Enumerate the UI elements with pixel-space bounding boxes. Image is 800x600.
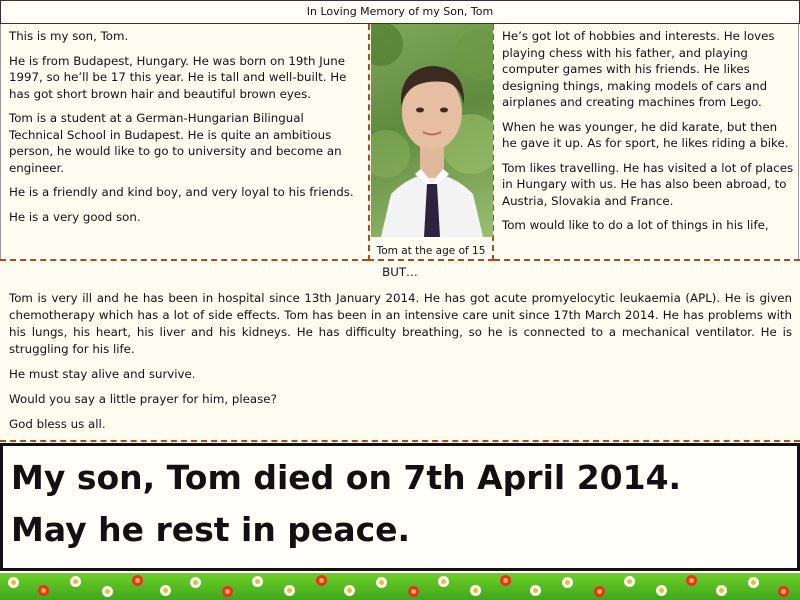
wishes-paragraph: Tom would like to do a lot of things in his life, [502, 218, 769, 232]
memorial-box [0, 443, 800, 571]
flower-icon [38, 585, 49, 596]
portrait-photo [371, 24, 493, 237]
flower-icon [438, 576, 449, 587]
flower-icon [344, 585, 355, 596]
illness-paragraph: Tom is very ill and he has been in hospital since 13th January 2014. He has got acute promyelocytic leukaemia (APL). He is given chemotherapy which has a lot of side effects. Tom has been in an intensive care unit since 17th March 2014. He has problems with his lungs, his heart, his liver and his kidneys. He has difficulty breathing, so he is connected to a mechanical ventilator. He is struggling for his life. [9, 291, 792, 356]
left-text-column [0, 24, 368, 261]
but-divider-text: BUT… [382, 265, 418, 279]
right-text-column [494, 24, 800, 261]
flower-icon [102, 586, 113, 597]
flower-icon [132, 575, 143, 586]
intro-paragraph: This is my son, Tom. [9, 29, 129, 43]
photo-frame [368, 24, 494, 261]
hobbies-paragraph: He’s got lot of hobbies and interests. He loves playing chess with his father, and playing computer games with his friends. He likes designing things, making models of cars and airplanes and creating machines from Lego. [502, 29, 775, 109]
flower-icon [222, 586, 233, 597]
flower-icon [500, 575, 511, 586]
flower-icon [70, 576, 81, 587]
flower-icon [190, 577, 201, 588]
survive-paragraph: He must stay alive and survive. [9, 367, 196, 381]
flower-border [0, 573, 800, 600]
flower-icon [8, 577, 19, 588]
flower-icon [778, 586, 789, 597]
flower-icon [562, 577, 573, 588]
section-divider [0, 440, 800, 442]
flower-icon [716, 585, 727, 596]
flower-icon [748, 577, 759, 588]
flower-icon [470, 585, 481, 596]
death-notice-line: My son, Tom died on 7th April 2014. [11, 458, 682, 497]
flower-icon [656, 585, 667, 596]
rest-in-peace-line: May he rest in peace. [11, 510, 411, 549]
flower-icon [624, 576, 635, 587]
prayer-paragraph: Would you say a little prayer for him, please? [9, 392, 277, 406]
origin-paragraph: He is from Budapest, Hungary. He was born on 19th June 1997, so he’ll be 17 this year. He is tall and well-built. He has got short brown hair and beautiful brown eyes. [9, 53, 347, 101]
flower-icon [408, 586, 419, 597]
flower-icon [594, 586, 605, 597]
illness-section [0, 288, 800, 438]
travel-paragraph: Tom likes travelling. He has visited a lot of places in Hungary with us. He has also been abroad, to Austria, Slovakia and France. [502, 160, 794, 208]
flower-icon [252, 576, 263, 587]
flower-icon [376, 577, 387, 588]
blessing-paragraph: God bless us all. [9, 417, 106, 431]
flower-icon [530, 585, 541, 596]
photo-caption: Tom at the age of 15 [376, 245, 486, 257]
karate-paragraph: When he was younger, he did karate, but then he gave it up. As for sport, he likes riding a bike. [502, 119, 789, 150]
good-son-paragraph: He is a very good son. [9, 209, 141, 224]
flower-icon [284, 585, 295, 596]
flower-icon [686, 575, 697, 586]
flower-icon [316, 575, 327, 586]
school-paragraph: Tom is a student at a German-Hungarian Bilingual Technical School in Budapest. He is quite an ambitious person, he would like to go to university and become an engineer. [9, 111, 342, 175]
portrait-illustration [371, 24, 493, 237]
friends-paragraph: He is a friendly and kind boy, and very loyal to his friends. [9, 185, 354, 199]
flower-icon [160, 585, 171, 596]
memorial-title: In Loving Memory of my Son, Tom [0, 0, 800, 24]
